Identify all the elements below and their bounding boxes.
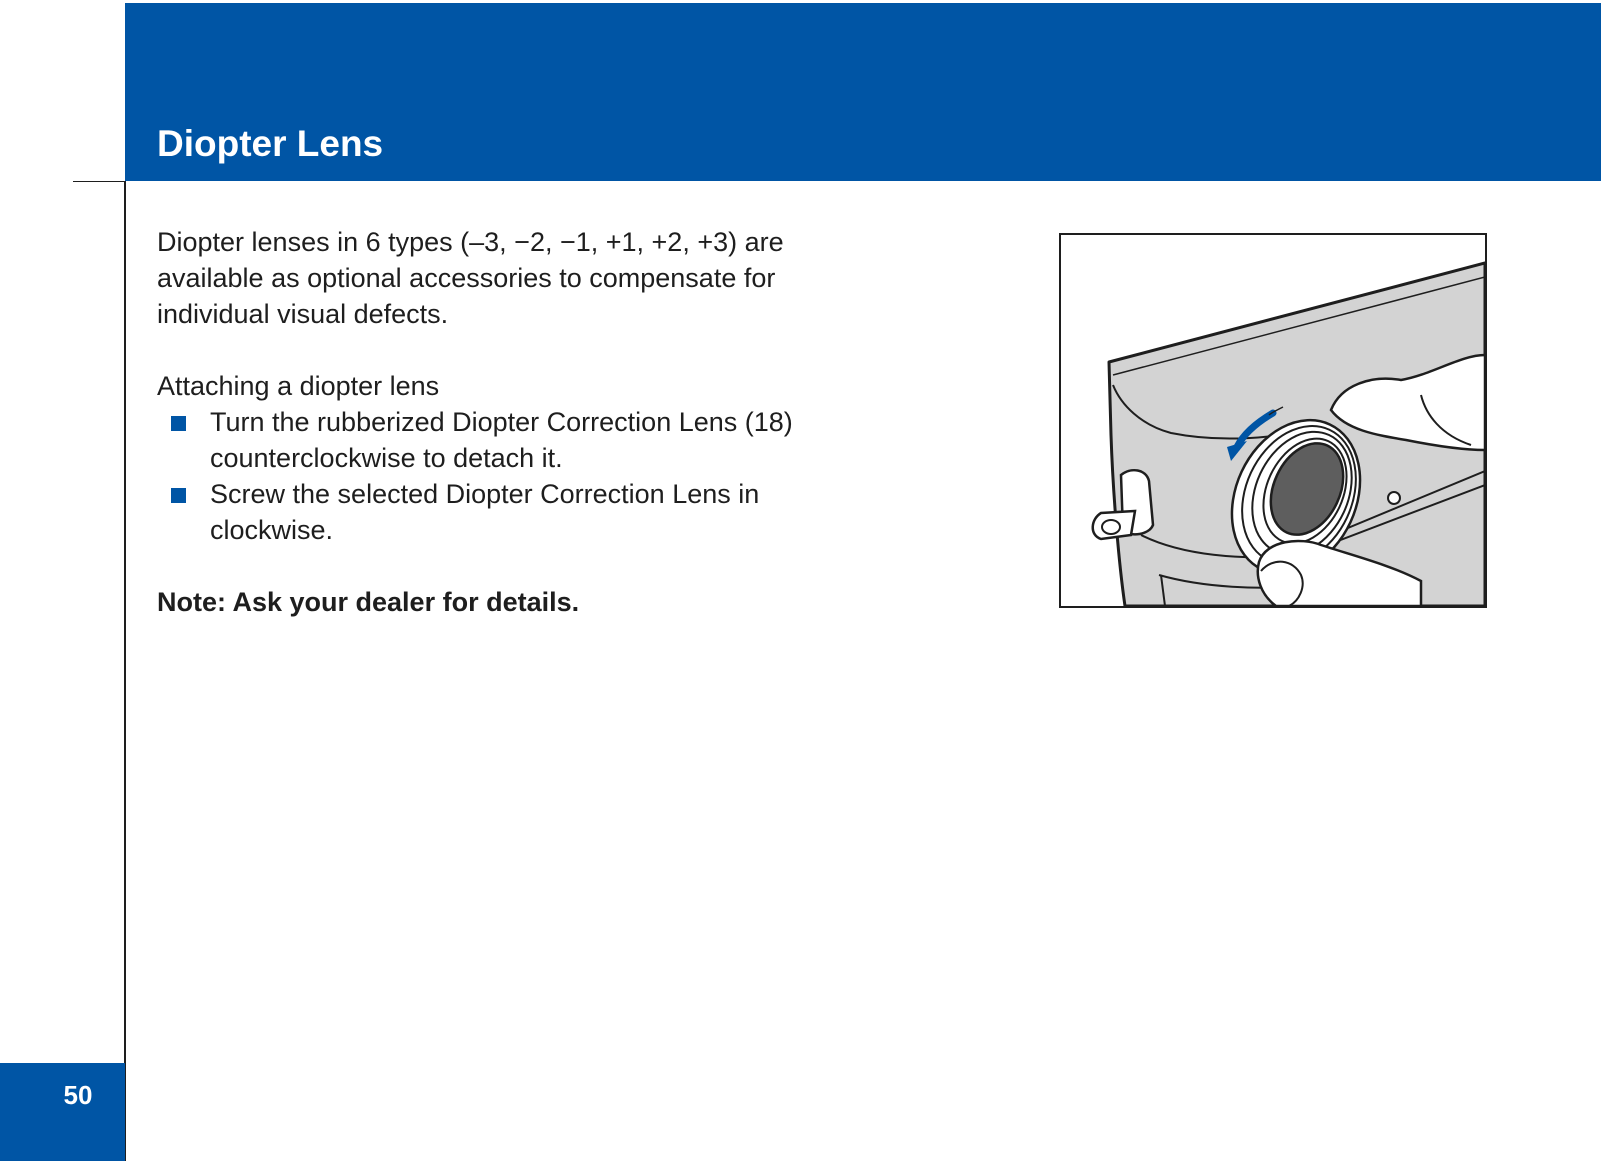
steps-list bbox=[157, 404, 857, 548]
section-subheading: Attaching a diopter lens bbox=[157, 371, 440, 401]
step-text: Screw the selected Diopter Correction Lens in clockwise. bbox=[210, 479, 760, 545]
square-bullet-icon bbox=[171, 416, 186, 431]
page-number-box bbox=[0, 1063, 125, 1161]
note-text: Note: Ask your dealer for details. bbox=[157, 587, 580, 617]
margin-rule bbox=[124, 181, 126, 1161]
list-item bbox=[157, 404, 857, 476]
main-content bbox=[157, 224, 857, 620]
page-title: Diopter Lens bbox=[157, 123, 384, 164]
page-number: 50 bbox=[63, 1080, 93, 1110]
camera-diopter-illustration bbox=[1059, 233, 1487, 608]
step-text: Turn the rubberized Diopter Correction Lens (18) counterclockwise to detach it. bbox=[210, 407, 793, 473]
intro-paragraph: Diopter lenses in 6 types (–3, −2, −1, +1, +2, +3) are available as optional accessories to compensate for individual visual defects. bbox=[157, 227, 784, 329]
list-item bbox=[157, 476, 857, 548]
header-rule bbox=[73, 181, 125, 182]
square-bullet-icon bbox=[171, 488, 186, 503]
